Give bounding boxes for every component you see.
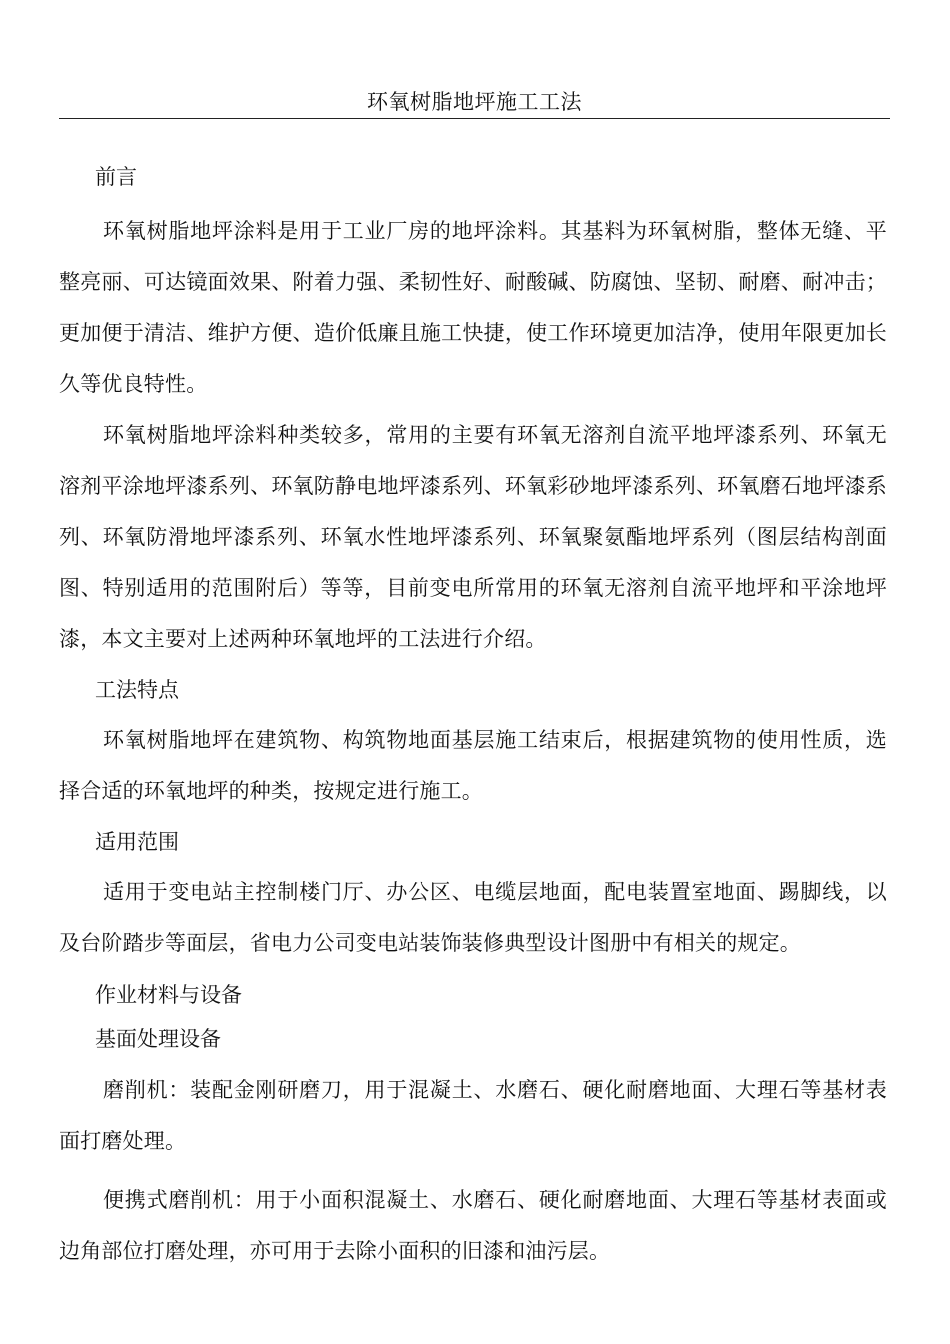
document-header xyxy=(59,88,890,119)
subsection-heading-base-equipment: 基面处理设备 xyxy=(95,1027,221,1051)
paragraph-scope: 适用于变电站主控制楼门厅、办公区、电缆层地面，配电装置室地面、踢脚线，以及台阶踏步等面层，省电力公司变电站装饰装修典型设计图册中有相关的规定。 xyxy=(59,880,887,955)
section-heading-features: 工法特点 xyxy=(95,678,179,702)
section-heading-scope: 适用范围 xyxy=(95,830,179,854)
paragraph-preface-2: 环氧树脂地坪涂料种类较多，常用的主要有环氧无溶剂自流平地坪漆系列、环氧无溶剂平涂地坪漆系列、环氧防静电地坪漆系列、环氧彩砂地坪漆系列、环氧磨石地坪漆系列、环氧防滑地坪漆系列、环氧水性地坪漆系列、环氧聚氨酯地坪系列（图层结构剖面图、特别适用的范围附后）等等，目前变电所常用的环氧无溶剂自流平地坪和平涂地坪漆，本文主要对上述两种环氧地坪的工法进行介绍。 xyxy=(59,423,887,651)
document-title: 环氧树脂地坪施工工法 xyxy=(367,90,582,114)
paragraph-preface-1: 环氧树脂地坪涂料是用于工业厂房的地坪涂料。其基料为环氧树脂，整体无缝、平整亮丽、可达镜面效果、附着力强、柔韧性好、耐酸碱、防腐蚀、坚韧、耐磨、耐冲击；更加便于清洁、维护方便、造价低廉且施工快捷，使工作环境更加洁净，使用年限更加长久等优良特性。 xyxy=(59,219,887,396)
section-heading-preface: 前言 xyxy=(95,165,137,189)
document-body xyxy=(59,152,887,1277)
paragraph-portable-grinder: 便携式磨削机：用于小面积混凝土、水磨石、硬化耐磨地面、大理石等基材表面或边角部位打磨处理，亦可用于去除小面积的旧漆和油污层。 xyxy=(59,1188,887,1263)
section-heading-materials: 作业材料与设备 xyxy=(95,983,242,1007)
paragraph-grinder: 磨削机：装配金刚研磨刀，用于混凝土、水磨石、硬化耐磨地面、大理石等基材表面打磨处理。 xyxy=(59,1078,887,1153)
paragraph-features: 环氧树脂地坪在建筑物、构筑物地面基层施工结束后，根据建筑物的使用性质，选择合适的环氧地坪的种类，按规定进行施工。 xyxy=(59,728,887,803)
